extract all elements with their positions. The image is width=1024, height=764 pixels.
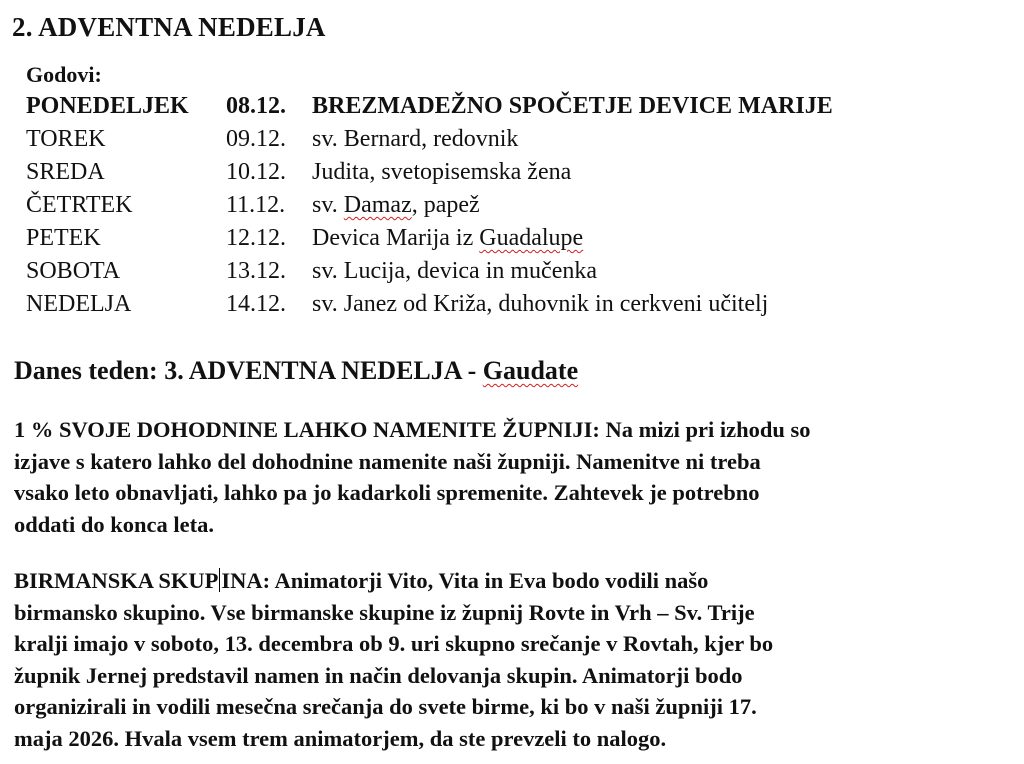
- paragraph-text: INA: Animatorji Vito, Vita in Eva bodo vodili našo: [221, 568, 709, 593]
- feast-date: 10.12.: [226, 159, 286, 185]
- next-week-heading: [14, 356, 578, 386]
- feast-name: Judita, svetopisemska žena: [312, 159, 572, 185]
- spellcheck-flagged-word[interactable]: Guadalupe: [479, 225, 584, 251]
- paragraph-line: 1 % SVOJE DOHODNINE LAHKO NAMENITE ŽUPNIJI: Na mizi pri izhodu so: [14, 417, 811, 442]
- feast-name-part: , papež: [411, 192, 480, 218]
- page-title: 2. ADVENTNA NEDELJA: [12, 12, 326, 42]
- feast-date: 11.12.: [226, 192, 286, 218]
- confirmation-group-paragraph: [14, 565, 1009, 754]
- feast-name: sv. Lucija, devica in mučenka: [312, 258, 597, 284]
- feast-day: SOBOTA: [26, 258, 121, 284]
- paragraph-line: vsako leto obnavljati, lahko pa jo kadarkoli spremenite. Zahtevek je potrebno: [14, 480, 760, 505]
- feast-days-label: Godovi:: [26, 62, 102, 87]
- paragraph-line: organizirali in vodili mesečna srečanja do svete birme, ki bo v naši župniji 17.: [14, 694, 757, 719]
- paragraph-line: izjave s katero lahko del dohodnine namenite naši župniji. Namenitve ni treba: [14, 448, 761, 474]
- feast-row-monday: [26, 90, 1006, 123]
- feast-date: 08.12.: [226, 93, 286, 119]
- feast-date: 12.12.: [226, 225, 286, 251]
- feast-name: sv. Bernard, redovnik: [312, 126, 519, 152]
- paragraph-line: birmansko skupino. Vse birmanske skupine iz župnij Rovte in Vrh – Sv. Trije: [14, 599, 755, 625]
- feast-name: BREZMADEŽNO SPOČETJE DEVICE MARIJE: [312, 93, 833, 119]
- paragraph-line: kralji imajo v soboto, 13. decembra ob 9. uri skupno srečanje v Rovtah, kjer bo: [14, 631, 774, 656]
- feast-name: [312, 189, 1006, 222]
- feast-name: [312, 222, 1006, 255]
- feast-day: ČETRTEK: [26, 192, 133, 218]
- feast-day: SREDA: [26, 159, 105, 185]
- feast-name-part: sv.: [312, 192, 344, 218]
- feast-day: TOREK: [26, 126, 106, 152]
- feast-row-wednesday: [26, 156, 1006, 189]
- paragraph-line: oddati do konca leta.: [14, 511, 215, 537]
- spellcheck-flagged-word[interactable]: Gaudate: [482, 356, 579, 385]
- next-week-text: Danes teden: 3. ADVENTNA NEDELJA -: [14, 356, 483, 385]
- feast-row-friday: [26, 222, 1006, 255]
- feast-row-sunday: [26, 288, 1006, 321]
- spellcheck-flagged-word[interactable]: Damaz: [343, 192, 412, 218]
- paragraph-line: župnik Jernej predstavil namen in način delovanja skupin. Animatorji bodo: [14, 662, 743, 688]
- paragraph-line[interactable]: [14, 565, 1009, 597]
- paragraph-line: maja 2026. Hvala vsem trem animatorjem, da ste prevzeli to nalogo.: [14, 725, 667, 751]
- income-tax-paragraph: [14, 414, 1009, 540]
- feast-day: PETEK: [26, 225, 101, 251]
- feast-day: NEDELJA: [26, 291, 132, 317]
- paragraph-text: BIRMANSKA SKUP: [14, 568, 219, 593]
- feast-row-tuesday: [26, 123, 1006, 156]
- feast-row-saturday: [26, 255, 1006, 288]
- feast-days-section: [26, 60, 1006, 321]
- feast-name-part: Devica Marija iz: [312, 225, 480, 251]
- feast-date: 13.12.: [226, 258, 286, 284]
- feast-date: 09.12.: [226, 126, 286, 152]
- feast-row-thursday: [26, 189, 1006, 222]
- feast-date: 14.12.: [226, 291, 286, 317]
- feast-name: sv. Janez od Križa, duhovnik in cerkveni učitelj: [312, 291, 769, 317]
- feast-day: PONEDELJEK: [26, 93, 189, 119]
